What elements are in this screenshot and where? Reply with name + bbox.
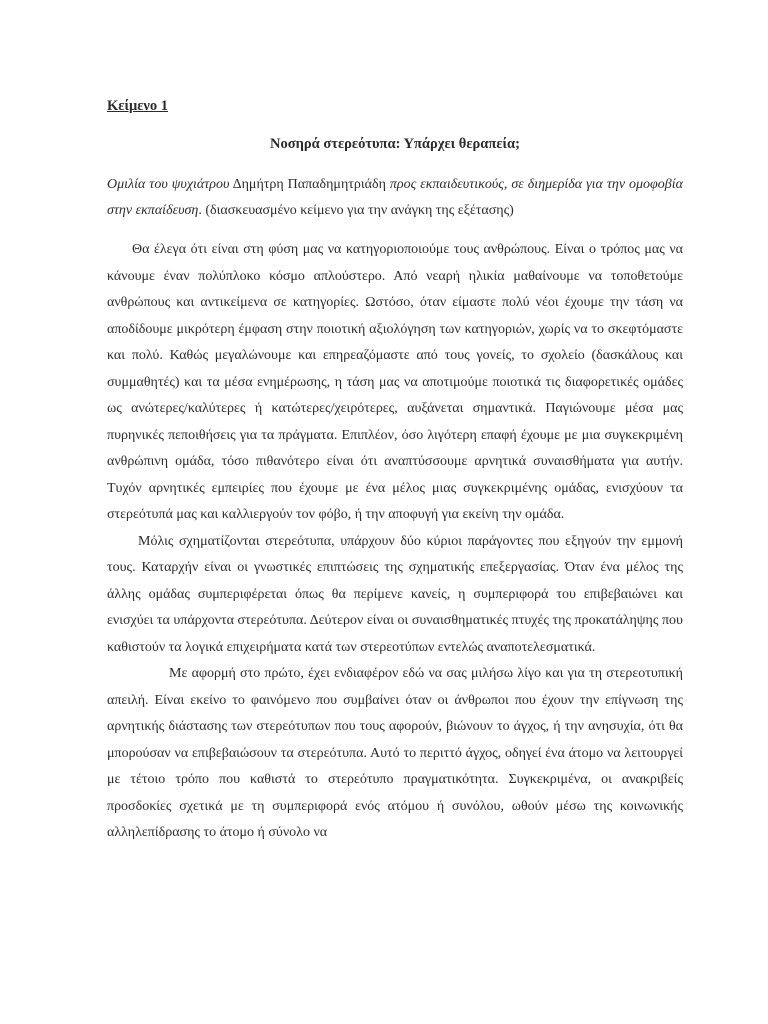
- intro-speaker-name: Δημήτρη Παπαδημητριάδη: [229, 177, 390, 192]
- paragraph-2: Μόλις σχηματίζονται στερεότυπα, υπάρχουν δύο κύριοι παράγοντες που εξηγούν την εμμονή τους. Καταρχήν είναι οι γνωστικές επιπτώσεις της σχηματικής επεξεργασίας. Όταν ένα μέλος της άλλης ομάδας συμπεριφέρεται όπως θα περίμενε κανείς, η συμπεριφορά του επιβεβαιώνει και ενισχύει τα υπάρχοντα στερεότυπα. Δεύτερον είναι οι συναισθηματικές πτυχές της προκατάληψης που καθιστούν τα λογικά επιχειρήματα κατά των στερεοτύπων εντελώς αναποτελεσματικά.: [107, 533, 683, 655]
- section-label: Κείμενο 1: [107, 98, 168, 114]
- intro-note: . (διασκευασμένο κείμενο για την ανάγκη της εξέτασης): [198, 203, 514, 218]
- paragraph-1: Θα έλεγα ότι είναι στη φύση μας να κατηγοριοποιούμε τους ανθρώπους. Είναι ο τρόπος μας να κάνουμε έναν πολύπλοκο κόσμο απλούστερο. Από νεαρή ηλικία μαθαίνουμε να τοποθετούμε ανθρώπους και αντικείμενα σε κατηγορίες. Ωστόσο, όταν είμαστε πολύ νέοι έχουμε την τάση να αποδίδουμε μικρότερη έμφαση στην ποιοτική αξιολόγηση των κατηγοριών, χωρίς να το σκεφτόμαστε και πολύ. Καθώς μεγαλώνουμε και επηρεαζόμαστε από τους γονείς, το σχολείο (δασκάλους και συμμαθητές) και τα μέσα ενημέρωσης, η τάση μας να αποτιμούμε ποιοτικά τις διαφορετικές ομάδες ως ανώτερες/καλύτερες ή κατώτερες/χειρότερες, αυξάνεται σημαντικά. Παγιώνουμε μέσα μας πυρηνικές πεποιθήσεις για τα πράγματα. Επιπλέον, όσο λιγότερη επαφή έχουμε με μια συγκεκριμένη ανθρώπινη ομάδα, τόσο πιθανότερο είναι ότι αναπτύσσουμε αρνητικά συναισθήματα για αυτήν. Τυχόν αρνητικές εμπειρίες που έχουμε με ένα μέλος μιας συγκεκριμένης ομάδας, ενισχύουν τα στερεότυπά μας και καλλιεργούν τον φόβο, ή την αποφυγή για εκείνη την ομάδα.: [107, 242, 683, 522]
- intro-paragraph: [107, 172, 683, 224]
- intro-italic-1: Ομιλία του ψυχιάτρου: [107, 177, 230, 192]
- document-body: [107, 96, 683, 847]
- paragraph-3: Με αφορμή στο πρώτο, έχει ενδιαφέρον εδώ να σας μιλήσω λίγο και για τη στερεοτυπική απειλή. Είναι εκείνο το φαινόμενο που συμβαίνει όταν οι άνθρωποι που έχουν την επίγνωση της αρνητικής διάστασης των στερεότυπων που τους αφορούν, βιώνουν το άγχος, ή την ανησυχία, ότι θα μπορούσαν να επιβεβαιώσουν τα στερεότυπα. Αυτό το περιττό άγχος, οδηγεί ένα άτομο να λειτουργεί με τέτοιο τρόπο που καθιστά το στερεότυπο πραγματικότητα. Συγκεκριμένα, οι ανακριβείς προσδοκίες σχετικά με τη συμπεριφορά ενός ατόμου ή συνόλου, ωθούν μέσω της κοινωνικής αλληλεπίδρασης το άτομο ή σύνολο να: [107, 666, 683, 840]
- intro-italic-2: προς εκπαιδευτικούς, σε διημερίδα για την ομοφοβία στην εκπαίδευση: [107, 177, 683, 218]
- document-title: Νοσηρά στερεότυπα: Υπάρχει θεραπεία;: [270, 136, 520, 152]
